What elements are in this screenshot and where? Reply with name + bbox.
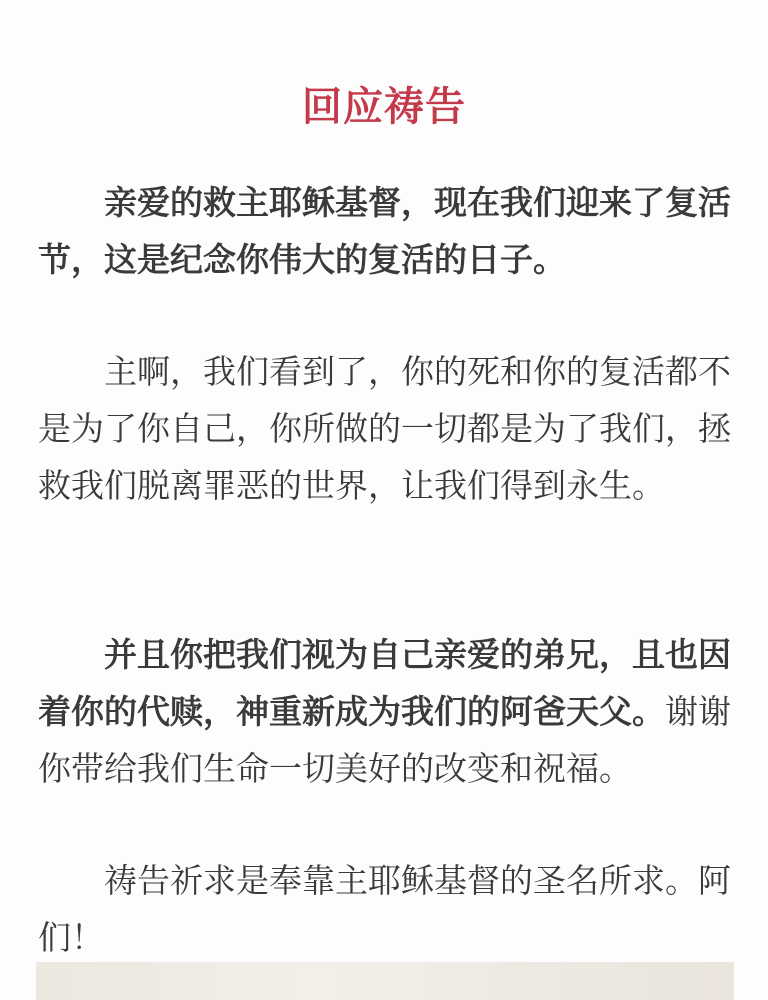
prayer-paragraph-2: 主啊，我们看到了，你的死和你的复活都不是为了你自己，你所做的一切都是为了我们，拯救我们脱离罪恶的世界，让我们得到永生。 <box>38 352 731 505</box>
prayer-paragraph-4: 祷告祈求是奉靠主耶稣基督的圣名所求。阿们！ <box>38 861 731 957</box>
prayer-paragraph-3-bold: 并且你把我们视为自己亲爱的弟兄，且也因着你的代赎，神重新成为我们的阿爸天父。 <box>38 635 731 731</box>
prayer-paragraph-1: 亲爱的救主耶稣基督，现在我们迎来了复活节，这是纪念你伟大的复活的日子。 <box>38 183 731 279</box>
prayer-paragraph-3 <box>38 626 736 797</box>
bottom-image <box>36 962 734 1000</box>
prayer-paragraph-3-normal: 谢谢你带给我们生命一切美好的改变和祝福。 <box>38 692 731 788</box>
page-title: 回应祷告 <box>302 83 466 130</box>
